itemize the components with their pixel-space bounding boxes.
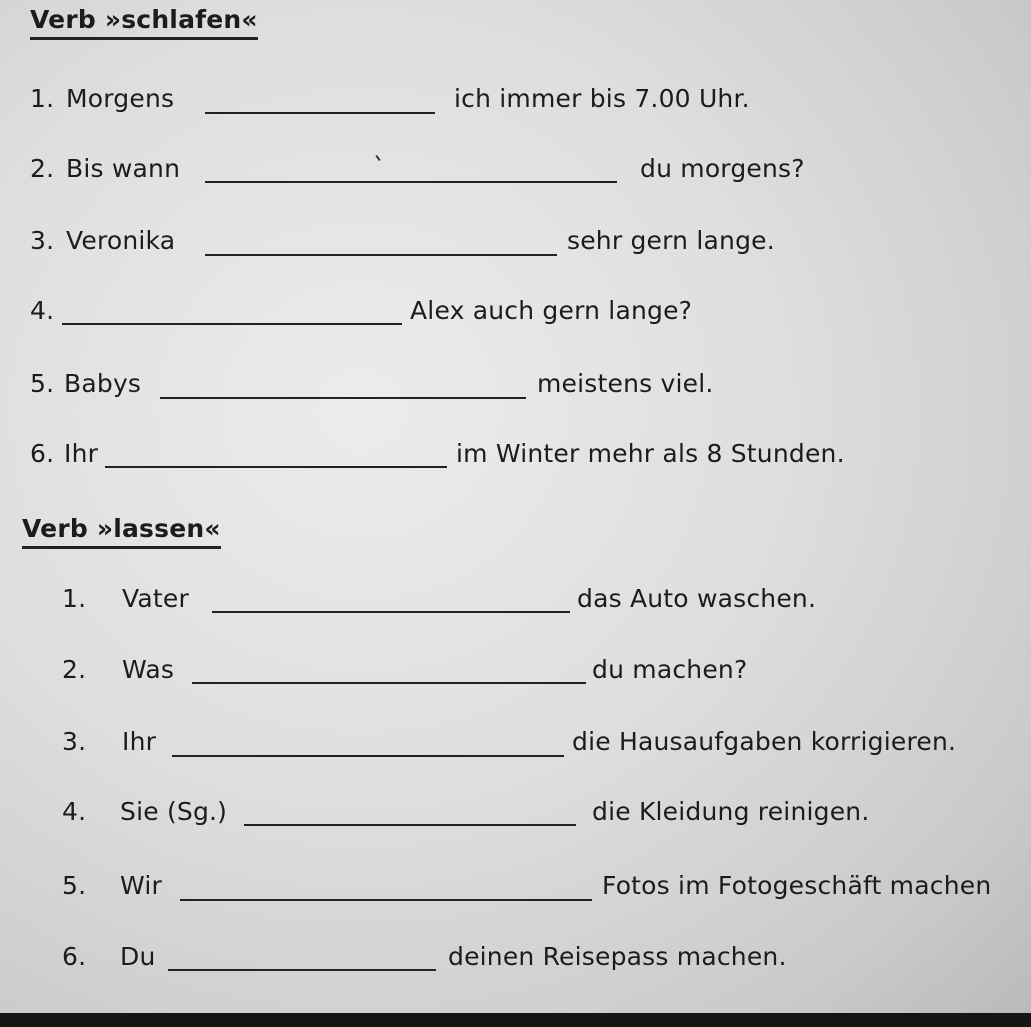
answer-blank[interactable] <box>205 112 435 114</box>
item-text-after: du morgens? <box>640 154 805 183</box>
item-text-before: Vater <box>122 584 189 613</box>
item-number: 4. <box>62 797 87 826</box>
item-text-before: Du <box>120 942 156 971</box>
answer-blank[interactable] <box>244 824 576 826</box>
item-text-before: Bis wann <box>66 154 181 183</box>
item-number: 4. <box>30 296 55 325</box>
item-number: 1. <box>62 584 87 613</box>
item-text-after: die Hausaufgaben korrigieren. <box>572 727 957 756</box>
item-text-after: deinen Reisepass machen. <box>448 942 787 971</box>
item-text-before: Morgens <box>66 84 175 113</box>
item-text-before: Sie (Sg.) <box>120 797 228 826</box>
item-text-before: Was <box>122 655 175 684</box>
item-text-before: Wir <box>120 871 162 900</box>
answer-blank[interactable] <box>205 254 557 256</box>
item-number: 3. <box>62 727 87 756</box>
item-number: 6. <box>30 439 55 468</box>
answer-blank[interactable] <box>192 682 586 684</box>
answer-blank[interactable] <box>105 466 447 468</box>
answer-blank[interactable] <box>180 899 592 901</box>
answer-blank[interactable] <box>160 397 526 399</box>
item-text-after: Fotos im Fotogeschäft machen <box>602 871 992 900</box>
item-text-after: das Auto waschen. <box>577 584 817 613</box>
item-text-after: sehr gern lange. <box>567 226 775 255</box>
item-number: 5. <box>62 871 87 900</box>
item-number: 2. <box>62 655 87 684</box>
item-number: 6. <box>62 942 87 971</box>
item-text-before: Ihr <box>64 439 99 468</box>
section-heading-schlafen: Verb »schlafen« <box>30 5 258 40</box>
item-number: 1. <box>30 84 55 113</box>
item-text-after: im Winter mehr als 8 Stunden. <box>456 439 845 468</box>
item-number: 2. <box>30 154 55 183</box>
item-text-after: die Kleidung reinigen. <box>592 797 870 826</box>
item-number: 3. <box>30 226 55 255</box>
item-text-after: meistens viel. <box>537 369 714 398</box>
pen-mark <box>375 155 380 161</box>
item-text-before: Ihr <box>122 727 157 756</box>
answer-blank[interactable] <box>62 323 402 325</box>
item-text-after: Alex auch gern lange? <box>410 296 693 325</box>
answer-blank[interactable] <box>172 755 564 757</box>
section-heading-lassen: Verb »lassen« <box>22 514 221 549</box>
photo-edge-shadow <box>0 1013 1031 1027</box>
item-text-before: Veronika <box>66 226 176 255</box>
item-text-after: du machen? <box>592 655 748 684</box>
answer-blank[interactable] <box>205 181 617 183</box>
item-number: 5. <box>30 369 55 398</box>
answer-blank[interactable] <box>212 611 570 613</box>
item-text-after: ich immer bis 7.00 Uhr. <box>454 84 750 113</box>
answer-blank[interactable] <box>168 969 436 971</box>
item-text-before: Babys <box>64 369 142 398</box>
